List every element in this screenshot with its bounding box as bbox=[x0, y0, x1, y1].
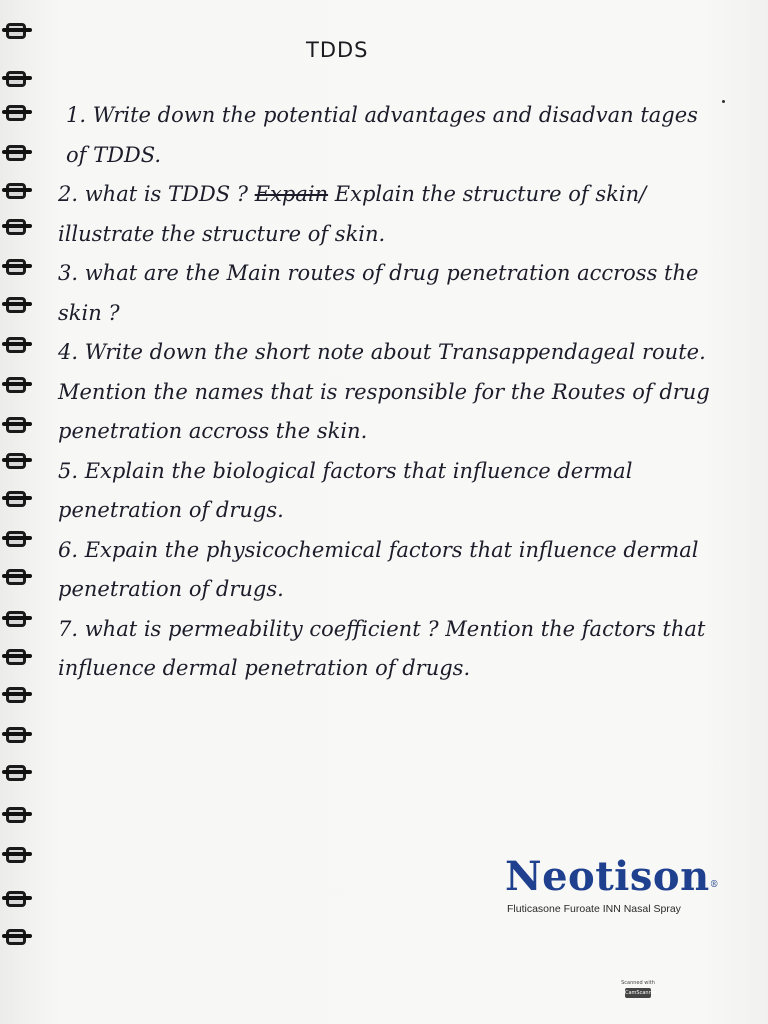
page-title: TDDS bbox=[306, 38, 369, 62]
spiral-ring bbox=[2, 102, 32, 124]
question-4: 4. Write down the short note about Transappendageal route. Mention the names that is responsible for the Routes of drug penetration accross the skin. bbox=[58, 340, 710, 443]
spiral-ring bbox=[2, 294, 32, 316]
scanner-line1: Scanned with bbox=[621, 980, 655, 986]
spiral-ring bbox=[2, 926, 32, 948]
spiral-ring bbox=[2, 180, 32, 202]
question-2-text: Explain the structure of skin/ illustrate the structure of skin. bbox=[58, 182, 647, 246]
scanner-badge: CamScanner bbox=[625, 990, 657, 996]
question-2-lead: 2. what is TDDS ? bbox=[58, 182, 249, 206]
spiral-ring bbox=[2, 684, 32, 706]
brand-tagline: Fluticasone Furoate INN Nasal Spray bbox=[507, 903, 681, 915]
spiral-ring bbox=[2, 608, 32, 630]
spiral-ring bbox=[2, 566, 32, 588]
spiral-ring bbox=[2, 142, 32, 164]
scanner-watermark bbox=[618, 980, 658, 1014]
question-list bbox=[58, 96, 718, 689]
spiral-ring bbox=[2, 374, 32, 396]
spiral-ring bbox=[2, 724, 32, 746]
margin-mark bbox=[722, 100, 725, 103]
brand-logo bbox=[505, 852, 720, 916]
question-5: 5. Explain the biological factors that influence dermal penetration of drugs. bbox=[58, 458, 633, 522]
spiral-ring bbox=[2, 646, 32, 668]
question-1: 1. Write down the potential advantages and disadvan tages of TDDS. bbox=[66, 103, 698, 167]
spiral-ring bbox=[2, 216, 32, 238]
spiral-ring bbox=[2, 762, 32, 784]
spiral-ring bbox=[2, 488, 32, 510]
spiral-ring bbox=[2, 528, 32, 550]
question-3: 3. what are the Main routes of drug penetration accross the skin ? bbox=[58, 261, 699, 325]
question-7: 7. what is permeability coefficient ? Mention the factors that influence dermal penetration of drugs. bbox=[58, 616, 706, 680]
spiral-ring bbox=[2, 804, 32, 826]
spiral-ring bbox=[2, 414, 32, 436]
question-6: 6. Expain the physicochemical factors that influence dermal penetration of drugs. bbox=[58, 537, 699, 601]
spiral-ring bbox=[2, 256, 32, 278]
brand-name: Neotison® bbox=[505, 853, 720, 900]
question-2 bbox=[58, 175, 718, 254]
spiral-ring bbox=[2, 888, 32, 910]
spiral-ring bbox=[2, 334, 32, 356]
spiral-ring bbox=[2, 844, 32, 866]
spiral-ring bbox=[2, 450, 32, 472]
spiral-ring bbox=[2, 20, 32, 42]
struck-word: Expain bbox=[254, 182, 329, 206]
spiral-ring bbox=[2, 68, 32, 90]
spiral-binding bbox=[0, 18, 40, 958]
registered-mark: ® bbox=[709, 880, 720, 890]
